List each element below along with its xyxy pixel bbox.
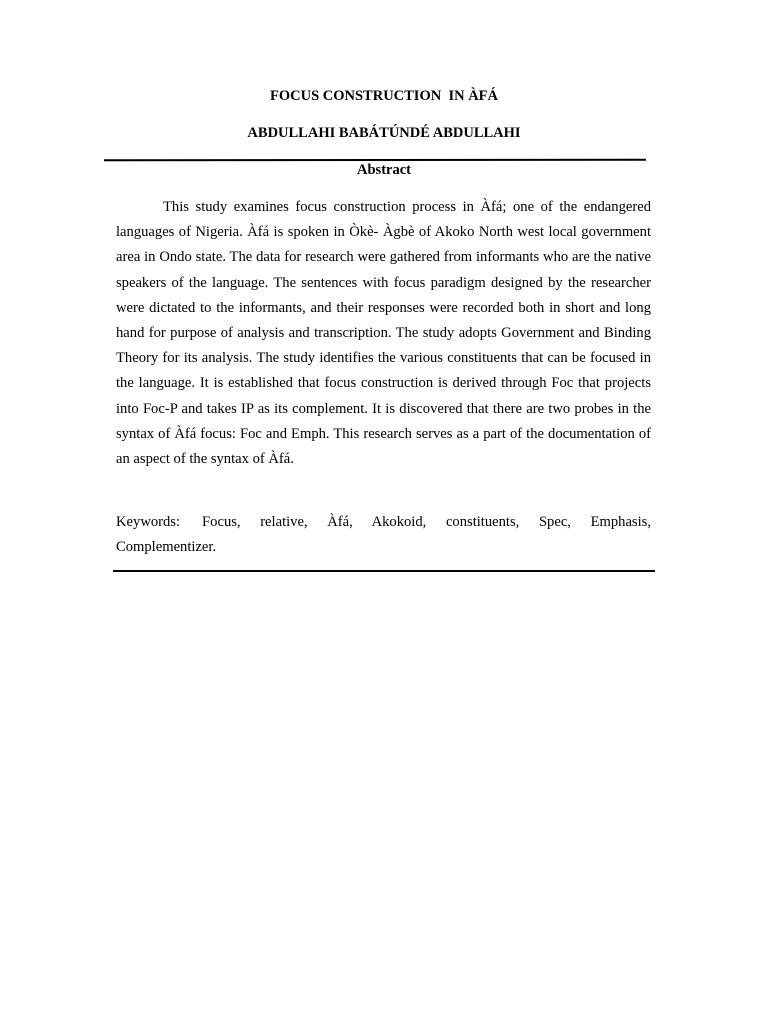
top-divider xyxy=(104,159,646,161)
bottom-divider xyxy=(113,570,655,572)
keywords-paragraph xyxy=(116,510,651,560)
keywords-list: Focus, relative, Àfá, Akokoid, constituents, Spec, Emphasis, Complementizer. xyxy=(116,514,651,556)
abstract-heading: Abstract xyxy=(357,162,411,178)
paper-title: FOCUS CONSTRUCTION IN ÀFÁ xyxy=(270,88,498,104)
keywords-label: Keywords: xyxy=(116,514,181,530)
author-name: ABDULLAHI BABÁTÚNDÉ ABDULLAHI xyxy=(247,125,521,141)
abstract-body: This study examines focus construction process in Àfá; one of the endangered languages of Nigeria. Àfá is spoken in Òkè- Àgbè of Akoko North west local government area in Ondo state. The data for research were gathered from informants who are the native speakers of the language. The sentences with focus paradigm designed by the researcher were dictated to the informants, and their responses were recorded both in short and long hand for purpose of analysis and transcription. The study adopts Government and Binding Theory for its analysis. The study identifies the various constituents that can be focused in the language. It is established that focus construction is derived through Foc that projects into Foc-P and takes IP as its complement. It is discovered that there are two probes in the syntax of Àfá focus: Foc and Emph. This research serves as a part of the documentation of an aspect of the syntax of Àfá. xyxy=(116,199,651,468)
